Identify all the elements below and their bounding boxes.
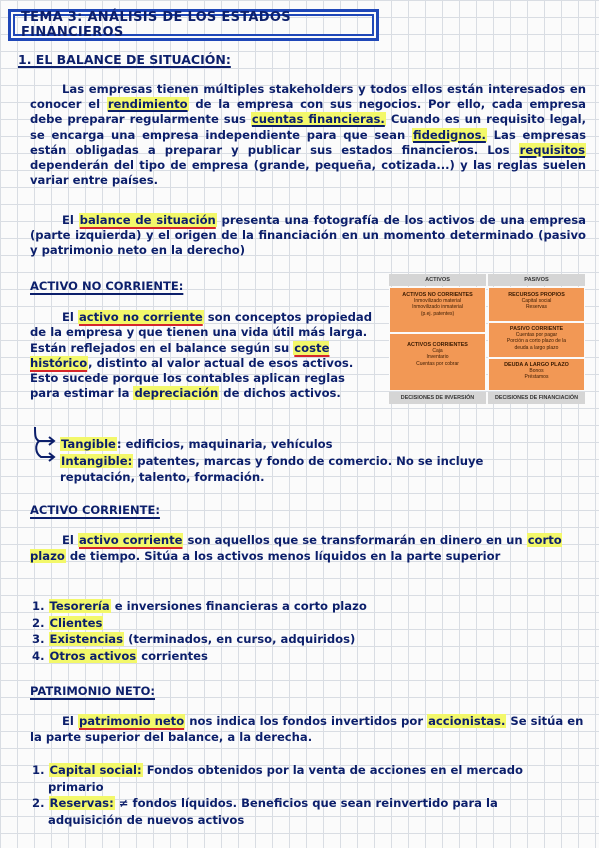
diagram-header-pasivos: PASIVOS xyxy=(488,274,585,286)
highlight-requisitos: requisitos xyxy=(519,142,585,157)
paragraph-patrimonio-neto: El patrimonio neto nos indica los fondos invertidos por accionistas. Se sitúa en la parte superior del balance, a la derecha. xyxy=(30,714,584,744)
list-activo-corriente xyxy=(32,598,367,664)
paragraph-activo-no-corriente: El activo no corriente son conceptos propiedad de la empresa y que tienen una vida útil más larga. Están reflejados en el balance según su coste histórico, distinto al valor actual de esos activos. Esto sucede porque los contables aplican reglas para estimar la depreciación de dichos activos. xyxy=(30,310,373,401)
diagram-cell-recursos-propios: RECURSOS PROPIOS Capital social Reservas xyxy=(488,287,585,322)
highlight-activo-no-corriente: activo no corriente xyxy=(78,310,203,324)
highlight-rendimiento: rendimiento xyxy=(107,97,188,112)
highlight-activo-corriente: activo corriente xyxy=(78,533,183,547)
diagram-footer-financiacion: DECISIONES DE FINANCIACIÓN xyxy=(488,392,585,404)
paragraph-activo-corriente: El activo corriente son aquellos que se transformarán en dinero en un corto plazo de tiempo. Sitúa a los activos menos líquidos en la parte superior xyxy=(30,533,562,563)
diagram-cell-deuda-largo-plazo: DEUDA A LARGO PLAZO Bonos Préstamos xyxy=(488,358,585,391)
highlight-fidedignos: fidedignos. xyxy=(413,127,486,142)
list-item: 1. Capital social: Fondos obtenidos por la venta de acciones en el mercado xyxy=(32,763,524,777)
branch-arrow-icon xyxy=(29,425,59,465)
list-item: 2. Clientes xyxy=(32,615,103,630)
list-item-continuation: primario xyxy=(48,779,104,794)
list-item: 3. Existencias (terminados, en curso, adquiridos) xyxy=(32,632,356,646)
list-patrimonio-neto xyxy=(32,762,523,828)
diagram-footer-inversion: DECISIONES DE INVERSIÓN xyxy=(389,392,486,404)
intangible-line-2: reputación, talento, formación. xyxy=(60,470,265,484)
intangible-line: Intangible: patentes, marcas y fondo de comercio. No se incluye xyxy=(61,454,484,468)
highlight-intangible: Intangible: xyxy=(61,454,133,468)
list-item: 2. Reservas: ≠ fondos líquidos. Beneficios que sean reinvertido para la xyxy=(32,796,498,810)
list-item-continuation: adquisición de nuevos activos xyxy=(48,812,245,827)
highlight-coste-historico: coste histórico xyxy=(30,340,330,370)
highlight-balance-situacion: balance de situación xyxy=(79,213,216,227)
subheading-patrimonio-neto: PATRIMONIO NETO: xyxy=(30,684,155,698)
paragraph-stakeholders: Las empresas tienen múltiples stakeholders y todos ellos están interesados en conocer el rendimiento de la empresa con sus negocios. Por ello, cada empresa debe preparar regularmente sus cuentas financieras. Cuando es un requisito legal, se encarga una empresa independiente para que sean fidedignos. Las empresas están obligadas a preparar y publicar sus estados financieros. Los requisitos dependerán del tipo de empresa (grande, pequeña, cotizada...) y las reglas suelen variar entre países. xyxy=(30,82,587,188)
highlight-accionistas: accionistas. xyxy=(428,714,506,728)
diagram-cell-pasivo-corriente: PASIVO CORRIENTE Cuentas por pagar Porción a corto plazo de la deuda a largo plazo xyxy=(488,322,585,358)
highlight-depreciacion: depreciación xyxy=(134,386,219,401)
page-title xyxy=(8,9,379,41)
diagram-cell-activos-no-corrientes: ACTIVOS NO CORRIENTES Inmovilizado material Inmovilizado inmaterial (p.ej. patentes) xyxy=(389,287,486,333)
section-heading-balance: 1. EL BALANCE DE SITUACIÓN: xyxy=(18,52,231,67)
list-item: 1. Tesorería e inversiones financieras a corto plazo xyxy=(32,599,367,613)
subheading-activo-corriente: ACTIVO CORRIENTE: xyxy=(30,503,160,517)
highlight-tangible: Tangible xyxy=(61,437,116,451)
list-item: 4. Otros activos corrientes xyxy=(32,648,208,663)
diagram-cell-activos-corrientes: ACTIVOS CORRIENTES Caja Inventario Cuentas por cobrar xyxy=(389,333,486,391)
diagram-header-activos: ACTIVOS xyxy=(389,274,486,286)
highlight-corto-plazo: corto plazo xyxy=(30,533,562,563)
balance-diagram xyxy=(389,274,585,404)
highlight-cuentas: cuentas financieras. xyxy=(251,112,385,127)
highlight-patrimonio-neto: patrimonio neto xyxy=(78,714,185,728)
subheading-activo-no-corriente: ACTIVO NO CORRIENTE: xyxy=(30,279,184,293)
tangible-line: Tangible: edificios, maquinaria, vehículos xyxy=(61,437,333,451)
page-title-text: TEMA 3: ANÁLISIS DE LOS ESTADOS FINANCIEROS xyxy=(21,10,291,40)
paragraph-balance: El balance de situación presenta una fotografía de los activos de una empresa (parte izquierda) y el origen de la financiación en un momento determinado (pasivo y patrimonio neto en la derecho) xyxy=(30,213,586,258)
